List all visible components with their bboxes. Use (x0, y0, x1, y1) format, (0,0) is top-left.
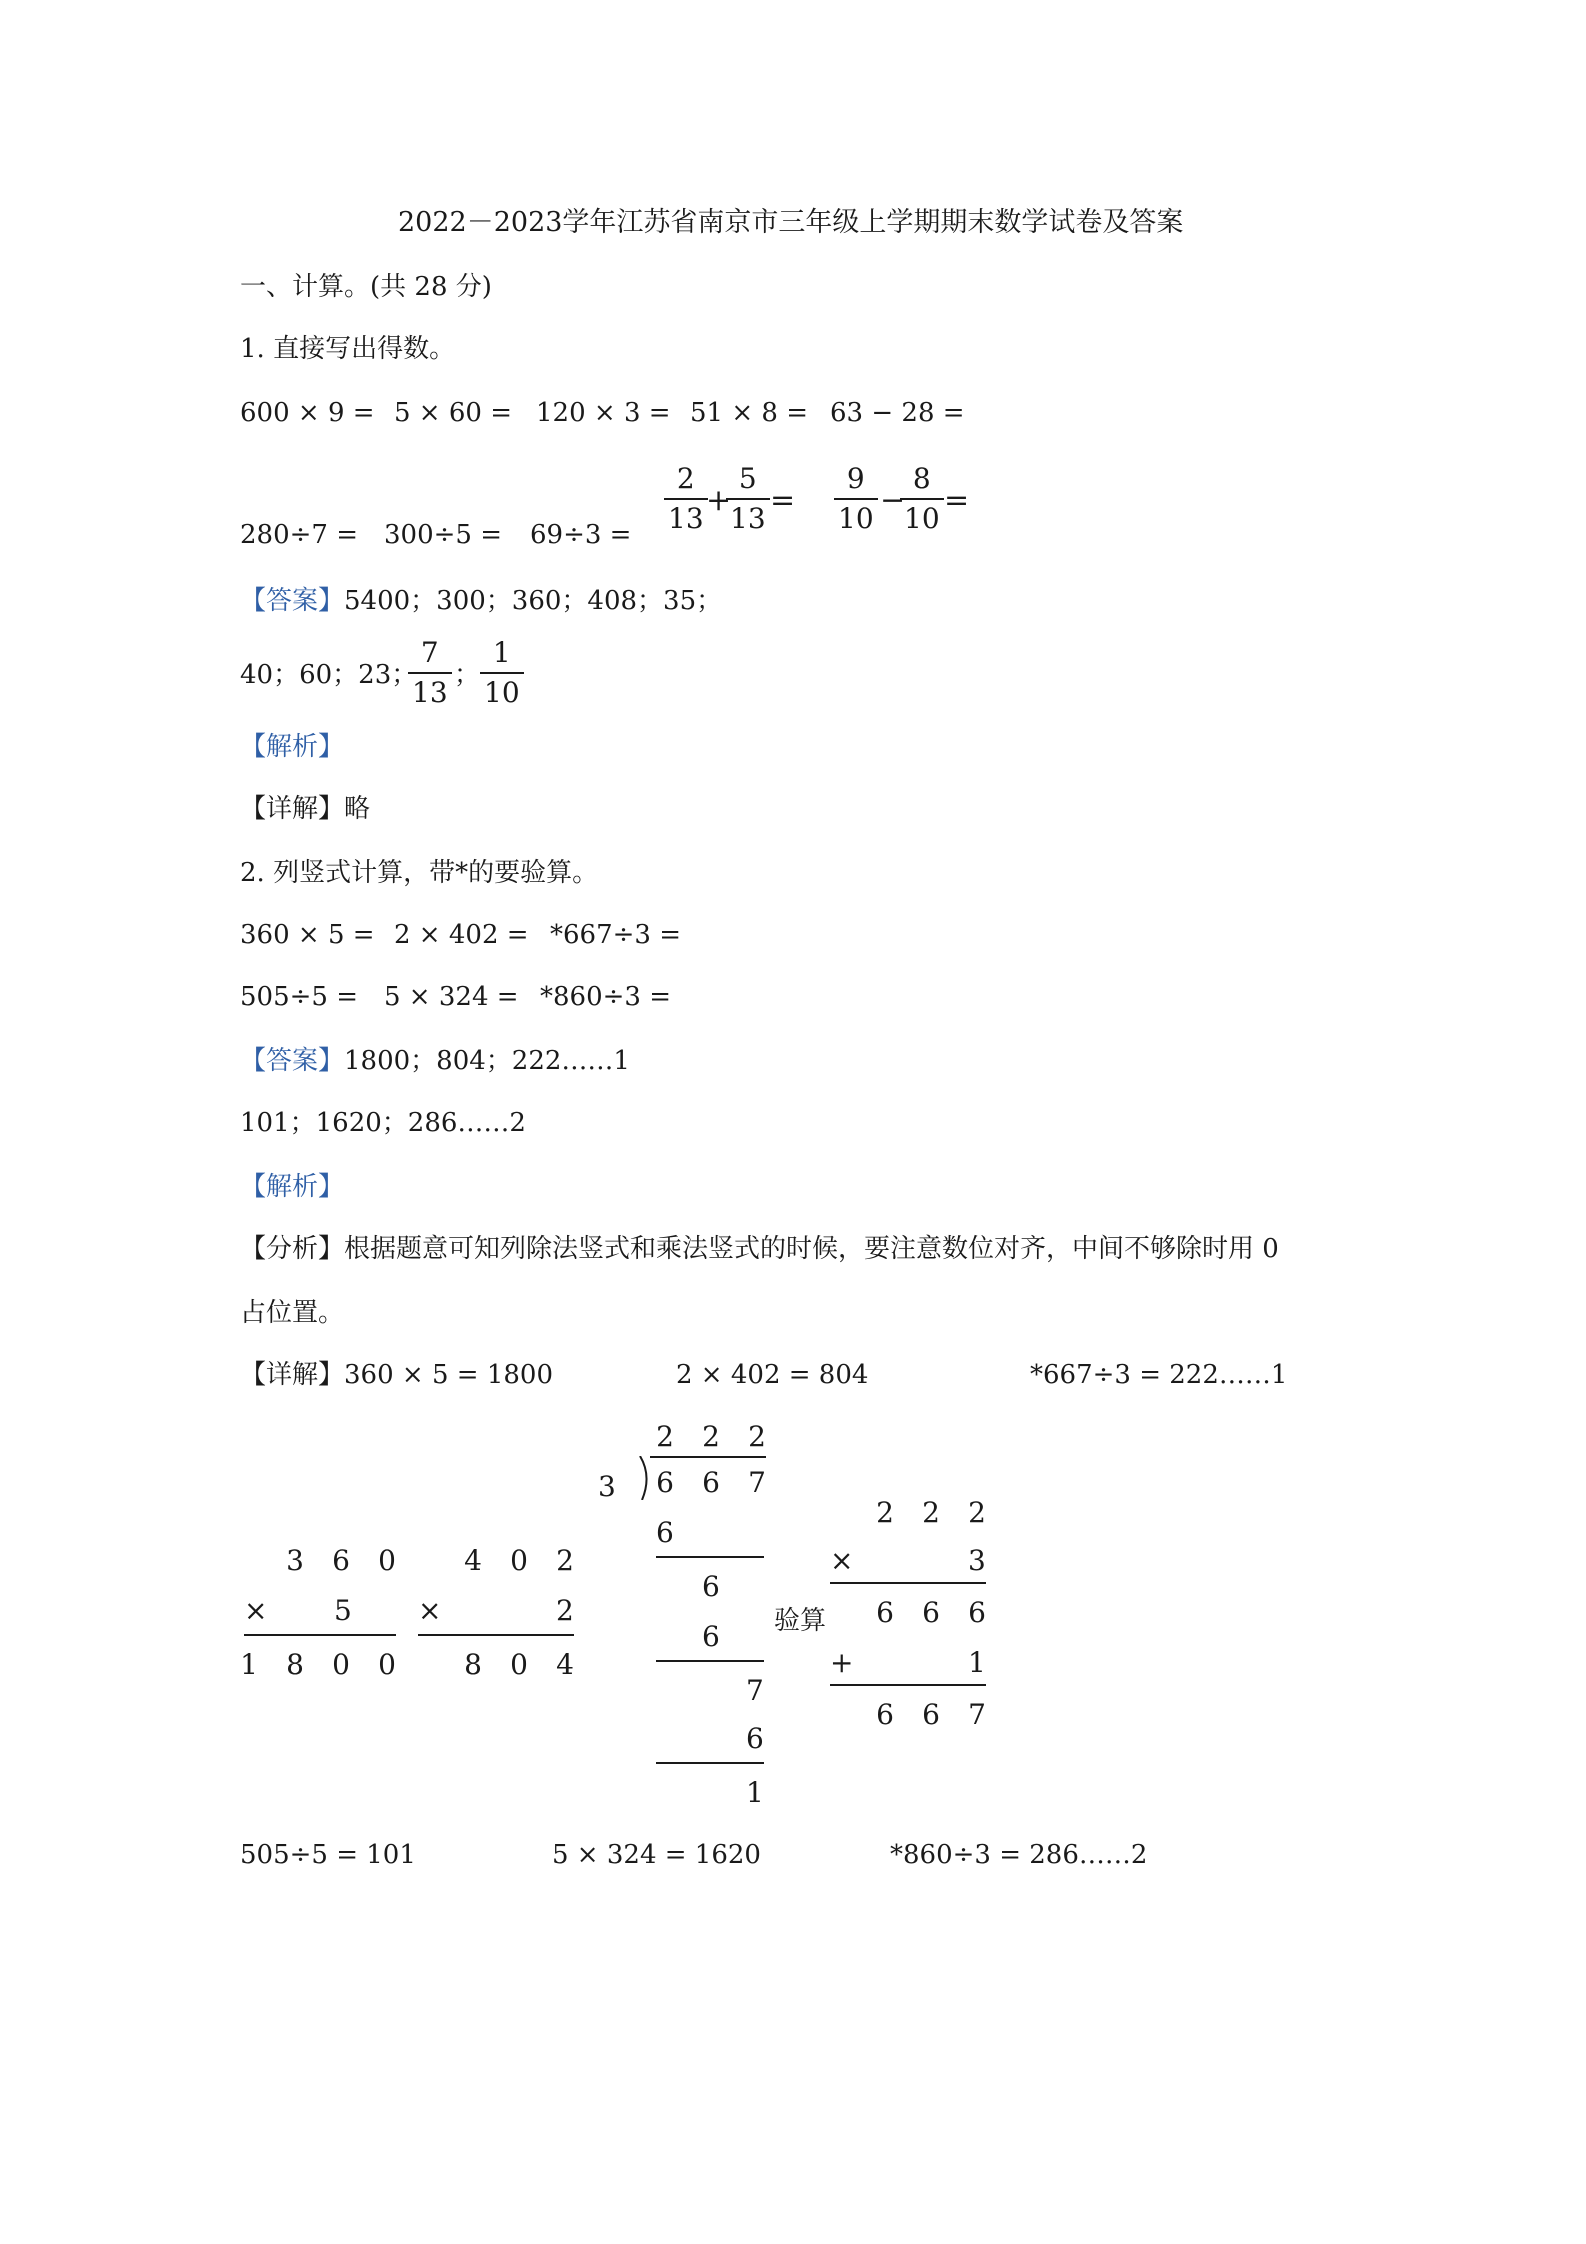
answer-line (240, 584, 722, 618)
numerator: 2 (676, 462, 695, 495)
rule-line (244, 1634, 396, 1636)
digit: 6 (922, 1698, 940, 1731)
analysis-tag: 【解析】 (240, 732, 345, 762)
division-remainder: 1 (746, 1776, 764, 1809)
vertical-product (226, 1648, 410, 1682)
numerator: 5 (738, 462, 757, 495)
detail-result: *860÷3 = 286……2 (890, 1840, 1148, 1870)
detail-tag: 【详解】 (240, 1360, 345, 1390)
digit: 1 (240, 1648, 258, 1681)
digit: 6 (876, 1698, 894, 1731)
times-sign: × (244, 1594, 268, 1627)
digit: 6 (876, 1596, 894, 1629)
analysis-tag: 【解析】 (240, 1172, 345, 1202)
digit: 2 (922, 1496, 940, 1529)
q1-expr: 300÷5 = (384, 520, 503, 550)
digit: 0 (378, 1544, 396, 1577)
digit: 6 (922, 1596, 940, 1629)
analysis-text: 占位置。 (240, 1298, 345, 1328)
check-result (862, 1698, 1000, 1732)
numerator: 9 (846, 462, 865, 495)
q1-expr: 600 × 9 = (240, 398, 375, 428)
vertical-multiplier: 2 (556, 1594, 574, 1627)
answer-line (240, 1044, 630, 1078)
detail-result: 2 × 402 = 804 (676, 1360, 869, 1390)
rule-line (656, 1660, 764, 1662)
analysis-label: 【分析】 (240, 1234, 345, 1264)
times-sign: × (418, 1594, 442, 1627)
denominator: 10 (838, 502, 874, 535)
digit: 2 (656, 1420, 674, 1453)
denominator: 10 (484, 676, 520, 709)
digit: 7 (748, 1466, 766, 1499)
q1-expr: 69÷3 = (530, 520, 632, 550)
q1-expr: 5 × 60 = (394, 398, 512, 428)
rule-line (656, 1762, 764, 1764)
division-step: 6 (656, 1516, 674, 1549)
denominator: 13 (412, 676, 448, 709)
equals-sign: = (944, 483, 970, 518)
check-addend: 1 (968, 1646, 986, 1679)
answer-tag: 【答案】 (240, 1046, 345, 1076)
division-dividend (642, 1466, 780, 1500)
denominator: 13 (730, 502, 766, 535)
answer-text: 5400；300；360；408；35； (344, 586, 723, 616)
detail-tag: 【详解】 (240, 794, 345, 824)
fraction (480, 636, 524, 710)
rule-line (830, 1684, 986, 1686)
analysis-text: 根据题意可知列除法竖式和乘法竖式的时候，要注意数位对齐，中间不够除时用 0 (344, 1234, 1279, 1264)
division-step: 6 (746, 1722, 764, 1755)
fraction (726, 462, 770, 536)
fraction (900, 462, 944, 536)
q2-expr: 505÷5 = (240, 982, 359, 1012)
rule-line (830, 1582, 986, 1584)
check-label: 验算 (774, 1606, 827, 1636)
check-multiplier: 3 (968, 1544, 986, 1577)
digit: 0 (510, 1648, 528, 1681)
digit: 2 (702, 1420, 720, 1453)
digit: 0 (510, 1544, 528, 1577)
q1-expr: 63 − 28 = (830, 398, 965, 428)
division-bar (650, 1456, 766, 1458)
section-heading: 一、计算。(共 28 分) (240, 272, 492, 302)
vertical-product (450, 1648, 588, 1682)
q1-expr: 280÷7 = (240, 520, 359, 550)
answer-tag: 【答案】 (240, 586, 345, 616)
fraction (664, 462, 708, 536)
denominator: 10 (904, 502, 940, 535)
separator: ； (454, 660, 481, 690)
division-step: 7 (746, 1674, 764, 1707)
detail-result: 505÷5 = 101 (240, 1840, 416, 1870)
fraction (408, 636, 452, 710)
vertical-multiplier: 5 (334, 1594, 352, 1627)
division-step: 6 (702, 1570, 720, 1603)
answer-text: 101；1620；286……2 (240, 1108, 526, 1138)
document-title: 2022－2023学年江苏省南京市三年级上学期期末数学试卷及答案 (398, 207, 1184, 238)
division-quotient (642, 1420, 780, 1454)
digit: 6 (656, 1466, 674, 1499)
plus-sign: + (830, 1646, 854, 1679)
check-multiplicand (862, 1496, 1000, 1530)
detail-line (240, 792, 370, 826)
q2-expr: 5 × 324 = (384, 982, 519, 1012)
digit: 8 (464, 1648, 482, 1681)
numerator: 8 (912, 462, 931, 495)
digit: 4 (556, 1648, 574, 1681)
answer-text: 1800；804；222……1 (344, 1046, 630, 1076)
analysis-line (240, 1232, 1279, 1266)
digit: 0 (378, 1648, 396, 1681)
numerator: 7 (420, 636, 439, 669)
digit: 6 (702, 1466, 720, 1499)
rule-line (418, 1634, 574, 1636)
q2-expr: 2 × 402 = (394, 920, 529, 950)
question-1-prompt: 1. 直接写出得数。 (240, 334, 456, 364)
digit: 2 (556, 1544, 574, 1577)
minus-sign: − (880, 483, 906, 518)
division-divisor: 3 (598, 1470, 616, 1503)
detail-text: 略 (344, 794, 371, 824)
digit: 6 (968, 1596, 986, 1629)
plus-sign: + (706, 483, 732, 518)
digit: 4 (464, 1544, 482, 1577)
digit: 2 (748, 1420, 766, 1453)
numerator: 1 (492, 636, 511, 669)
fraction (834, 462, 878, 536)
q1-expr: 51 × 8 = (690, 398, 808, 428)
answer-text: 40；60；23； (240, 660, 418, 690)
denominator: 13 (668, 502, 704, 535)
division-step: 6 (702, 1620, 720, 1653)
vertical-multiplicand (272, 1544, 410, 1578)
digit: 3 (286, 1544, 304, 1577)
vertical-multiplicand (450, 1544, 588, 1578)
digit: 2 (968, 1496, 986, 1529)
digit: 7 (968, 1698, 986, 1731)
check-product (862, 1596, 1000, 1630)
detail-result: *667÷3 = 222……1 (1030, 1360, 1288, 1390)
detail-result: 360 × 5 = 1800 (344, 1360, 553, 1390)
detail-line (240, 1358, 553, 1392)
digit: 8 (286, 1648, 304, 1681)
digit: 0 (332, 1648, 350, 1681)
digit: 2 (876, 1496, 894, 1529)
digit: 6 (332, 1544, 350, 1577)
rule-line (656, 1556, 764, 1558)
q2-expr: *860÷3 = (540, 982, 672, 1012)
question-2-prompt: 2. 列竖式计算，带*的要验算。 (240, 858, 599, 888)
q1-expr: 120 × 3 = (536, 398, 671, 428)
times-sign: × (830, 1544, 854, 1577)
equals-sign: = (770, 483, 796, 518)
detail-result: 5 × 324 = 1620 (552, 1840, 761, 1870)
q2-expr: *667÷3 = (550, 920, 682, 950)
q2-expr: 360 × 5 = (240, 920, 375, 950)
